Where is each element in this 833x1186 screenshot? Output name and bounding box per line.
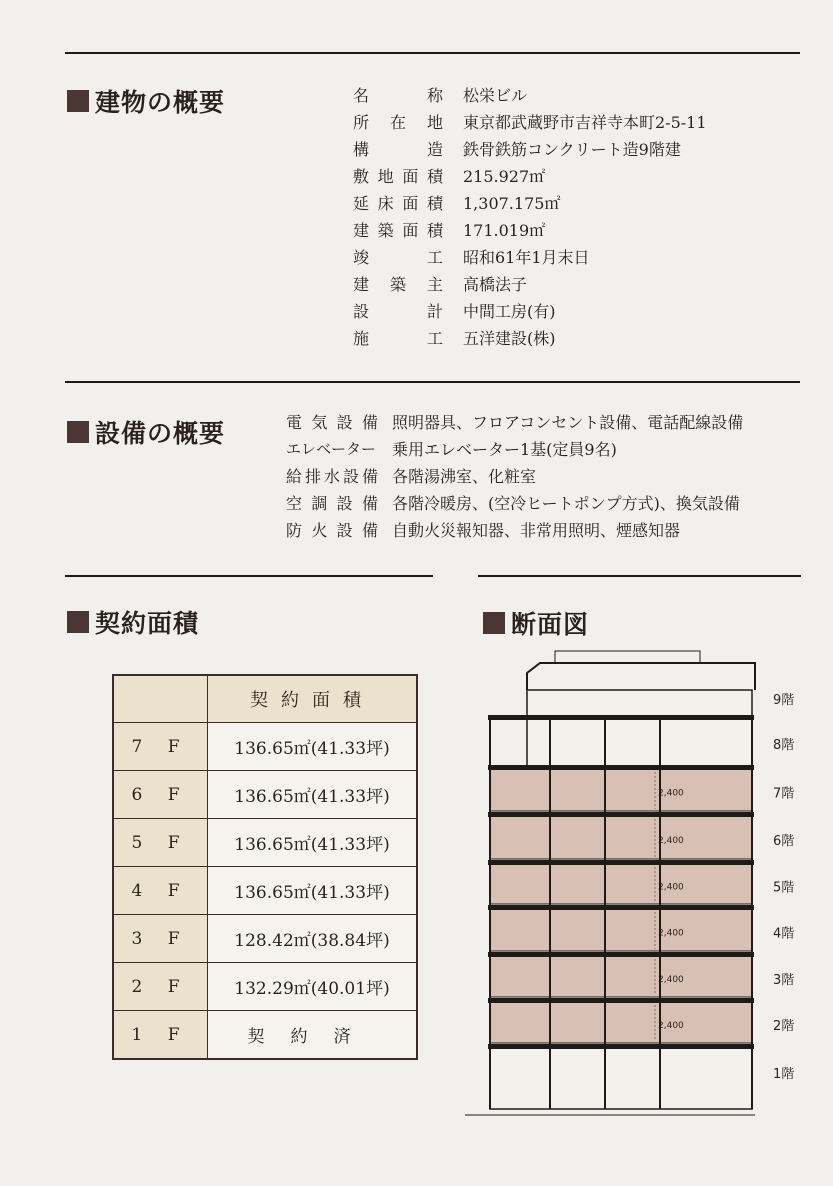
floor-slab: [488, 860, 754, 865]
list-item: [353, 298, 707, 325]
list-item: [286, 409, 743, 436]
floor-slab: [488, 998, 754, 1003]
rented-floor-band: [490, 863, 752, 904]
floor-slab: [488, 715, 754, 720]
ceiling-height-label: 2,400: [658, 975, 684, 985]
list-item: [353, 325, 707, 352]
floor-slab: [488, 905, 754, 910]
table-row: [113, 963, 417, 1011]
item-value: 171.019㎡: [463, 221, 546, 240]
item-key: 防火設備: [286, 521, 378, 540]
area-cell: 136.65㎡(41.33坪): [208, 723, 418, 771]
item-key: 給排水設備: [286, 467, 378, 486]
contract-heading: [67, 604, 199, 640]
top-rule: [65, 52, 800, 54]
list-item: [353, 217, 707, 244]
area-cell: 136.65㎡(41.33坪): [208, 819, 418, 867]
building-heading: [67, 83, 225, 119]
list-item: [353, 82, 707, 109]
item-value: 東京都武蔵野市吉祥寺本町2-5-11: [463, 113, 707, 132]
floor-cell: 3 F: [113, 915, 208, 963]
ceiling-height-label: 2,400: [658, 1021, 684, 1031]
rooftop-parapet: [555, 651, 700, 663]
floor-cell: 1 F: [113, 1011, 208, 1060]
section-heading-text: 断面図: [511, 610, 590, 639]
table-row: [113, 771, 417, 819]
item-key: エレベーター: [286, 440, 377, 458]
floor-label: 4階: [773, 926, 795, 942]
item-key: 建築面積: [353, 221, 443, 240]
table-row: [113, 723, 417, 771]
upper-floors: [527, 690, 752, 768]
floor-cell: 4 F: [113, 867, 208, 915]
rented-floor-band: [490, 815, 752, 859]
item-key: 敷地面積: [353, 167, 443, 186]
table-row: [113, 867, 417, 915]
equipment-heading: [67, 414, 225, 450]
floor-cell: 6 F: [113, 771, 208, 819]
ceiling-height-label: 2,400: [658, 836, 684, 846]
table-header-row: [113, 675, 417, 723]
list-item: [286, 490, 743, 517]
floor-label: 2階: [773, 1019, 795, 1034]
floor-cell: 5 F: [113, 819, 208, 867]
square-bullet-icon: [483, 612, 505, 634]
item-value: 照明器具、フロアコンセント設備、電話配線設備: [392, 413, 744, 432]
list-item: [286, 463, 743, 490]
item-value: 五洋建設(株): [463, 329, 556, 348]
header-blank-cell: [113, 675, 208, 723]
list-item: [353, 190, 707, 217]
square-bullet-icon: [67, 611, 89, 633]
contract-table: [112, 674, 418, 1060]
square-bullet-icon: [67, 421, 89, 443]
ceiling-height-label: 2,400: [658, 788, 684, 799]
ground-floor: [490, 1047, 752, 1109]
table-row: [113, 819, 417, 867]
item-value: 各階冷暖房、(空冷ヒートポンプ方式)、換気設備: [392, 494, 740, 513]
area-cell: 132.29㎡(40.01坪): [208, 963, 418, 1011]
area-cell: 136.65㎡(41.33坪): [208, 867, 418, 915]
item-value: 鉄骨鉄筋コンクリート造9階建: [463, 140, 681, 159]
floor-slab: [488, 952, 754, 957]
table-row: [113, 1011, 417, 1060]
item-key: 電気設備: [286, 413, 378, 432]
item-value: 1,307.175㎡: [463, 194, 561, 213]
floor-cell: 2 F: [113, 963, 208, 1011]
area-cell: 136.65㎡(41.33坪): [208, 771, 418, 819]
rented-floor-band: [490, 955, 752, 997]
floor-slab: [488, 812, 754, 817]
rule-after-building: [65, 381, 800, 383]
list-item: [286, 436, 743, 463]
item-key: 建築主: [353, 275, 443, 294]
section-heading: [483, 605, 589, 641]
ceiling-height-label: 2,400: [658, 882, 684, 893]
area-cell: 128.42㎡(38.84坪): [208, 915, 418, 963]
item-value: 中間工房(有): [463, 302, 556, 321]
item-value: 松栄ビル: [463, 86, 528, 105]
table-row: [113, 915, 417, 963]
rented-floor-band: [490, 768, 752, 811]
contract-heading-text: 契約面積: [95, 609, 200, 638]
floor-slab: [488, 1044, 754, 1049]
list-item: [353, 271, 707, 298]
item-value: 高橋法子: [463, 275, 528, 294]
building-heading-text: 建物の概要: [95, 88, 226, 117]
item-value: 自動火災報知器、非常用照明、煙感知器: [392, 521, 681, 540]
rented-floor-band: [490, 908, 752, 951]
building-list: [353, 82, 707, 352]
floor-label: 6階: [773, 834, 795, 849]
item-key: 施工: [353, 329, 443, 348]
list-item: [286, 517, 743, 544]
rule-right-lower: [478, 575, 801, 577]
floor-label: 7階: [773, 786, 795, 802]
area-cell: 契約済: [208, 1011, 418, 1060]
cross-section-diagram: [455, 645, 815, 1125]
item-key: 構造: [353, 140, 443, 159]
square-bullet-icon: [67, 90, 89, 112]
floor-label: 8階: [773, 738, 795, 753]
floor-label: 5階: [773, 880, 795, 896]
list-item: [353, 244, 707, 271]
floor-slab: [488, 765, 754, 770]
item-key: 設計: [353, 302, 443, 321]
item-value: 昭和61年1月末日: [463, 248, 590, 267]
header-cell: 契約面積: [208, 675, 418, 723]
floor-cell: 7 F: [113, 723, 208, 771]
roof-outline: [527, 663, 755, 690]
list-item: [353, 163, 707, 190]
floor-label: 1階: [773, 1067, 795, 1082]
rented-floor-band: [490, 1001, 752, 1043]
ceiling-height-label: 2,400: [658, 928, 684, 939]
item-value: 乗用エレベーター1基(定員9名): [392, 440, 617, 459]
equipment-list: [286, 409, 743, 544]
list-item: [353, 109, 707, 136]
list-item: [353, 136, 707, 163]
floor-label: 3階: [773, 973, 795, 988]
item-value: 215.927㎡: [463, 167, 546, 186]
item-key: 空調設備: [286, 494, 378, 513]
rule-left-lower: [65, 575, 433, 577]
item-key: 竣工: [353, 248, 443, 267]
item-key: 延床面積: [353, 194, 443, 213]
item-value: 各階湯沸室、化粧室: [392, 467, 537, 486]
item-key: 所在地: [353, 113, 443, 132]
floor-label: 9階: [773, 693, 795, 708]
item-key: 名称: [353, 86, 443, 105]
equipment-heading-text: 設備の概要: [95, 419, 226, 448]
